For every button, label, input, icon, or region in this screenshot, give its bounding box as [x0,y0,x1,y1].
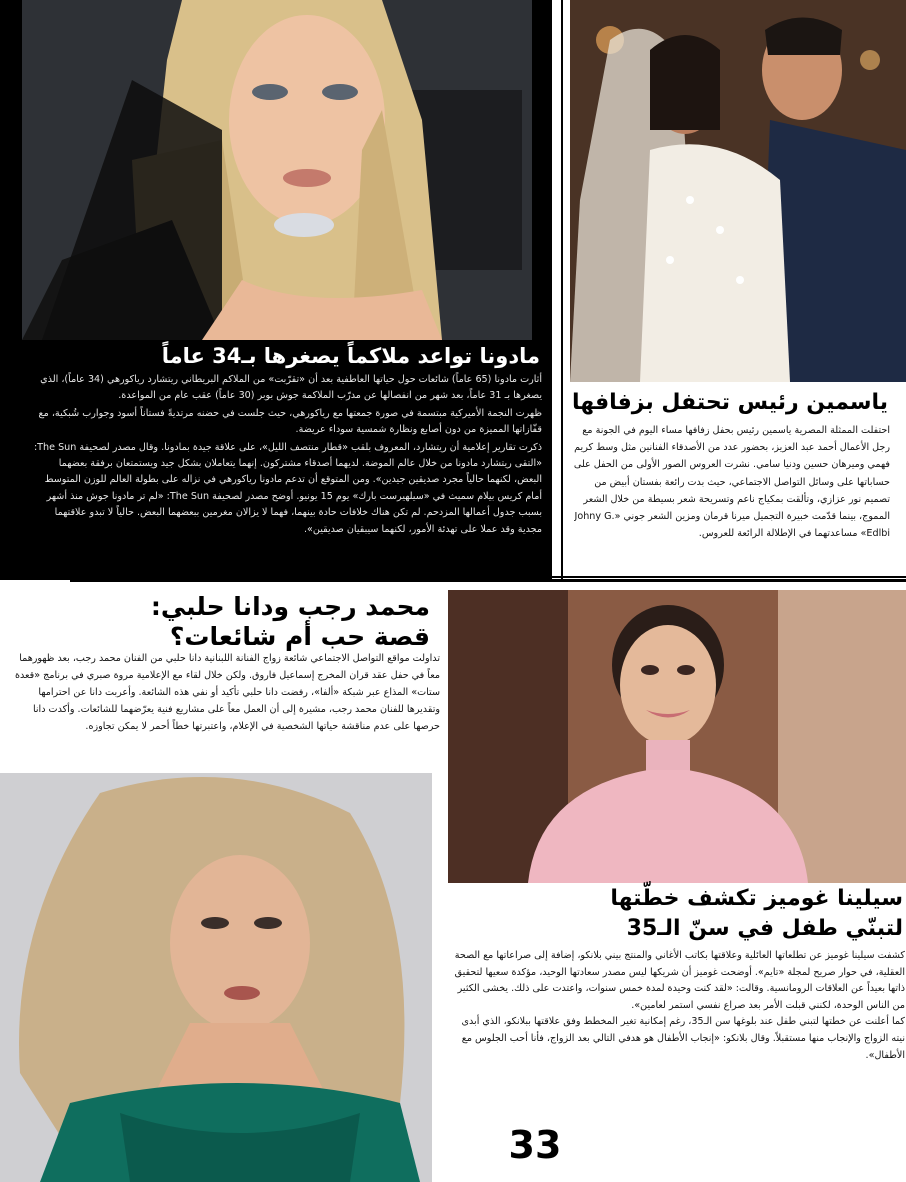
selena-paragraph-1: كشفت سيلينا غوميز عن تطلعاتها العائلية وعلاقتها بكاتب الأغاني والمنتج بيني بلانكو، إضافة إلى صراعاتها مع الصحة العقلية، في حوار صريح لمجلة «تايم». أوضحت غوميز أن شريكها ليس مصدر سعادتها الوحيد، مؤكدة سعيها لتحقيق ذاتها بعيداً عن العلاقات الرومانسية. وقالت: «لقد كنت وحيدة لمدة خمس سنوات، واعتدت على ذلك. يخشى الكثير من الناس الوحدة، لكنني قبلت الأمر بعد صراع نفسي استمر لعامين». [454,950,905,1011]
ragab-headline [10,592,430,652]
madonna-paragraph-2: ظهرت النجمة الأميركية مبتسمة في صورة جمعتها مع رياكورهي، حيث جلست في حضنه مرتديةً فستاناً أسود وجوارب شُبكية، مع قفّازاتها المميزة من دون أصابع ونظارة شمسية سوداء عريضة. [38,407,542,436]
madonna-portrait-illustration [22,0,532,340]
ragab-headline-line-2: قصة حب أم شائعات؟ [169,622,430,651]
selena-portrait-illustration [448,590,906,883]
madonna-photo [22,0,532,340]
madonna-paragraph-1: أثارت مادونا (65 عاماً) شائعات حول حياتها العاطفية بعد أن «تقرّبت» من الملاكم البريطاني ريتشارد رياكورهي (34 عاماً)، الذي يصغرها بـ 31 عاماً، بعد شهر من انفصالها عن مدرّب الملاكمة جوش بوبر (30 عاماً) عقب عام من المواعدة. [40,374,542,402]
selena-paragraph-2: كما أعلنت عن خطتها لتبني طفل عند بلوغها سن الـ35، رغم إمكانية تغير المخطط وفق علاقتها ببلانكو، الذي أبدى نيته الزواج والإنجاب منها مستقبلاً. وقال بلانكو: «إنجاب الأطفال هو هدفي التالي بعد الزواج، فأنا أحب الجلوس مع الأطفال». [461,1016,905,1061]
yasmin-wedding-photo [570,0,906,382]
madonna-paragraph-3: ذكرت تقارير إعلامية أن ريتشارد، المعروف بلقب «قطار منتصف الليل»، على علاقة جيدة بمادونا. وقال مصدر لصحيفة The Sun: «التقى ريتشارد مادونا من خلال عالم الموضة. لديهما أصدقاء مشتركون. إنهما يتعاملان بشكل جيد ويستمتعان برفقة بعضهما البعض، لكنهما حالياً مجرد صديقين جيدين». ومن المتوقع أن تدعم مادونا رياكورهي في نزاله على بطولة العالم للوزن المتوسط أمام كريس بيلام سميث في «سيلهيرست بارك» يوم 15 يونيو. أوضح مصدر لصحيفة The Sun: «لم تر مادونا جوش منذ أشهر بسبب جدول أعمالها المزدحم. لم تكن هناك خلافات حادة بينهما، فهما لا يزالان مغرمين ببعضهما البعض. حالياً لا تبدو علاقتهما مجدية وقد عملا على تهدئة الأمور، لكنهما سيبقيان صديقين». [33,441,542,535]
ragab-headline-line-1: محمد رجب ودانا حلبي: [150,592,430,621]
ragab-body [10,650,440,735]
dana-portrait-illustration [0,773,432,1182]
column-divider [561,0,563,580]
selena-gomez-photo [448,590,906,883]
page-number: 33 [508,1123,562,1167]
yasmin-body [572,422,890,542]
yasmin-headline: ياسمين رئيس تحتفل بزفافها [571,390,888,415]
section-divider [70,579,906,582]
madonna-headline: مادونا تواعد ملاكماً يصغرها بـ34 عاماً [161,344,540,368]
madonna-body [30,372,542,539]
selena-body [450,948,905,1064]
wedding-couple-illustration [570,0,906,382]
selena-headline-line-2: لتبنّي طفل في سنّ الـ35 [626,916,903,941]
dana-halabi-photo [0,773,432,1182]
yasmin-paragraph-1: احتفلت الممثلة المصرية ياسمين رئيس بحفل زفافها مساء اليوم في الجونة مع رجل الأعمال أحمد عبد العزيز، بحضور عدد من الأصدقاء الفنانين مثل وسط كريم فهمي وميرهان حسين ودنيا سامي. نشرت العروس الصور الأولى من الحفل على حساباتها على وسائل التواصل الاجتماعي، حيث بدت رائعة بفستان أبيض من تصميم نور عزازي، وتألقت بمكياج ناعم وتسريحة شعر بسيطة من خلال الشعر المموج، بينما قدّمت خبيرة التجميل ميرنا قرمان ومزين الشعر جوني «Johny G. Edlbi» مساعدتهما في الإطلالة الرائعة للعروس. [573,425,890,540]
selena-headline [448,884,903,944]
ragab-paragraph-1: تداولت مواقع التواصل الاجتماعي شائعة زواج الفنانة اللبنانية دانا حلبي من الفنان محمد رجب، بعد ظهورهما معاً في حفل عقد قران المخرج إسماعيل فاروق. ولكن خلال لقاء مع الإعلامية مروة صبري في برنامج «قعدة ستات» المذاع عبر شبكة «ألفا»، رفضت دانا حلبي تأكيد أو نفي هذه الشائعة. وأعربت دانا عن احترامها وتقديرها للفنان محمد رجب، مشيرة إلى أن العمل معاً على مشاريع فنية يعرّضهما للشائعات. وأكدت دانا حرصها على عدم مناقشة حياتها الشخصية في الإعلام، واعتبرتها خطاً أحمر لا يمكن تجاوزه. [14,653,440,732]
section-divider-right [452,576,906,578]
selena-headline-line-1: سيلينا غوميز تكشف خطّتها [610,886,903,911]
